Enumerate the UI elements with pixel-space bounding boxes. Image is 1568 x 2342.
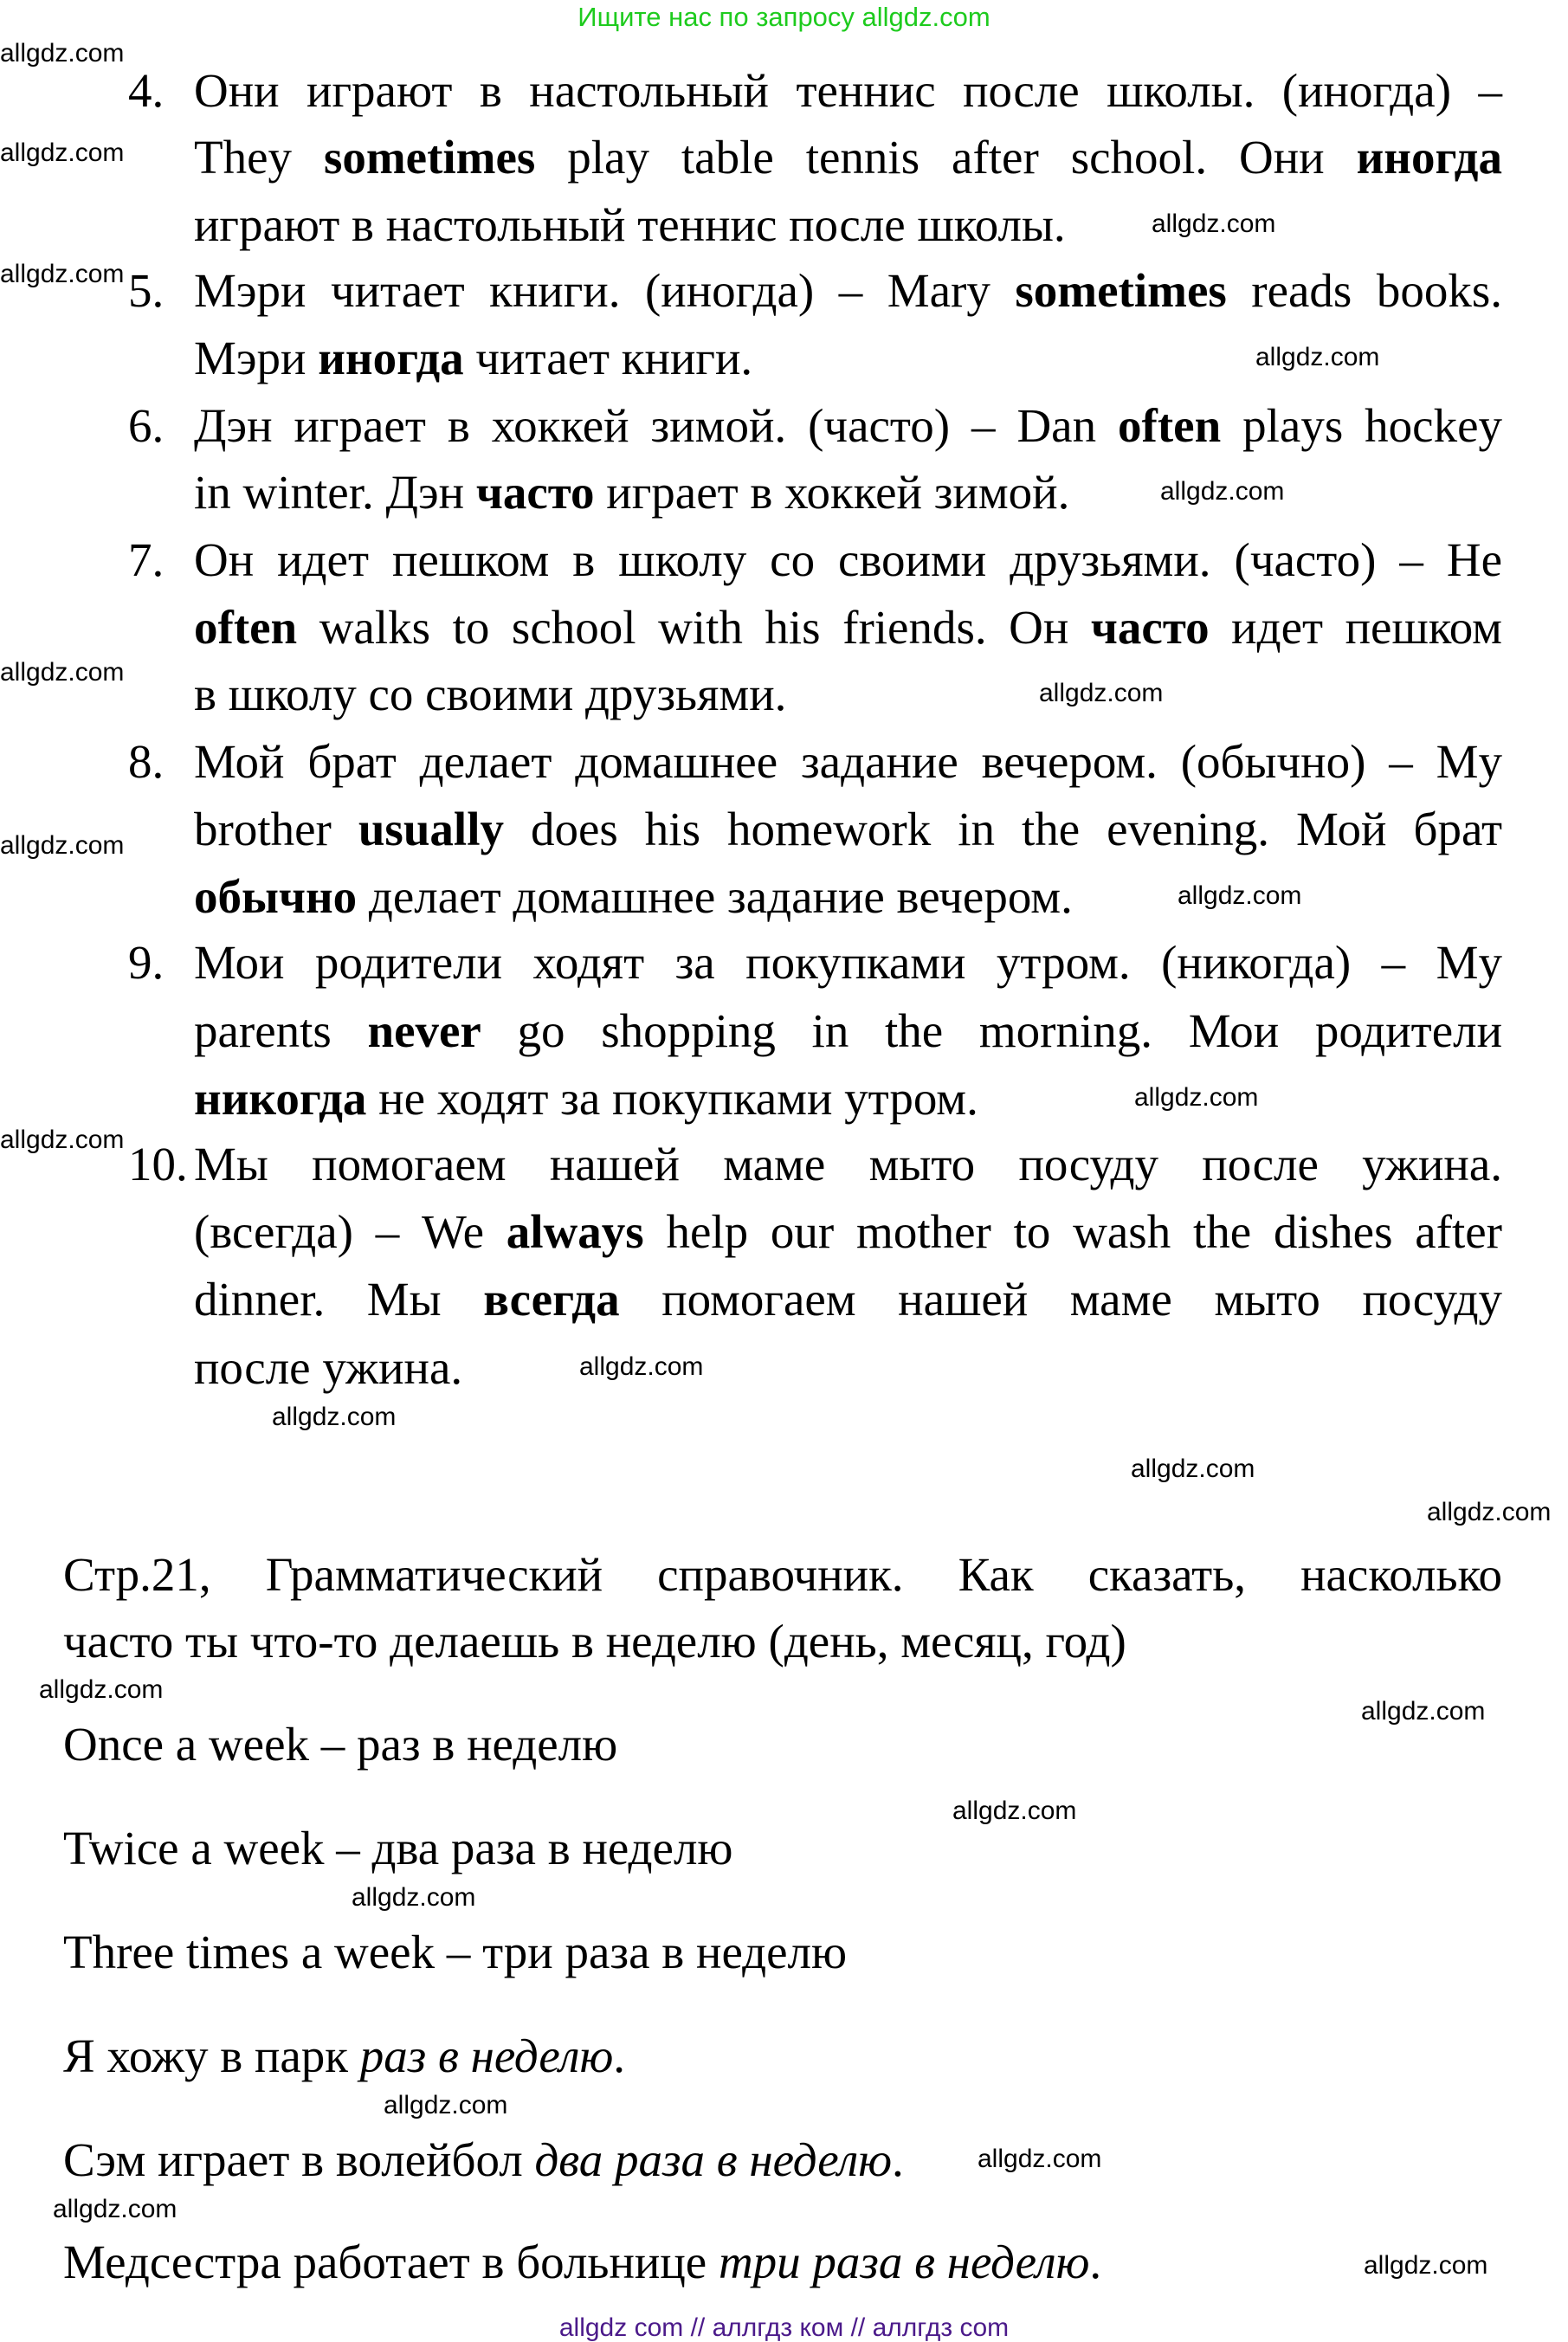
watermark-text: allgdz.com (1255, 343, 1380, 371)
text-run: Они играют в настольный теннис после школы. (иногда) – (194, 64, 1502, 117)
watermark-text: allgdz.com (0, 39, 125, 68)
text-run: Сэм играет в волейбол (63, 2133, 535, 2186)
text-run: Once a week – раз в неделю (63, 1718, 618, 1771)
text-run: помогаем нашей маме мыто посуду (619, 1273, 1502, 1326)
text-run: plays hockey (1221, 399, 1502, 452)
text-line (63, 1547, 1502, 1602)
watermark-text: allgdz.com (53, 2195, 177, 2223)
text-run: play table tennis after school. Они (535, 131, 1357, 184)
watermark-text: allgdz.com (0, 831, 125, 860)
text-line (63, 1717, 617, 1771)
text-line (194, 1204, 1502, 1259)
text-run: после ужина. (194, 1341, 463, 1394)
list-number: 9. (128, 936, 165, 989)
text-run: go shopping in the morning. Мои родители (481, 1004, 1502, 1057)
list-number: 7. (128, 533, 165, 586)
text-line (194, 734, 1502, 789)
bold-text: never (367, 1004, 481, 1057)
text-run: help our mother to wash the dishes after (643, 1205, 1502, 1258)
text-line (194, 1340, 462, 1395)
text-line (194, 331, 752, 385)
text-run: идет пешком (1209, 601, 1502, 654)
watermark-text: allgdz.com (1364, 2251, 1488, 2280)
text-line (63, 2132, 904, 2187)
bold-text: иногда (318, 332, 464, 384)
watermark-text: allgdz.com (384, 2091, 508, 2119)
watermark-text: allgdz.com (1160, 477, 1285, 506)
text-line (63, 1821, 733, 1875)
bold-text: sometimes (323, 131, 536, 184)
text-run: (всегда) – We (194, 1205, 507, 1258)
text-line (194, 1003, 1502, 1058)
watermark-text: allgdz.com (0, 260, 125, 288)
watermark-text: allgdz.com (272, 1403, 397, 1431)
text-run: They (194, 131, 324, 184)
watermark-text: allgdz.com (0, 139, 125, 167)
text-run: in winter. Дэн (194, 466, 476, 519)
bold-text: often (194, 601, 298, 654)
list-number: 6. (128, 399, 165, 452)
text-line (194, 869, 1073, 924)
watermark-text: allgdz.com (0, 658, 125, 687)
text-run: Медсестра работает в больнице (63, 2236, 719, 2288)
watermark-text: allgdz.com (1427, 1498, 1552, 1526)
text-run: Он идет пешком в школу со своими друзьями. (часто) – He (194, 533, 1502, 586)
list-number: 5. (128, 264, 165, 317)
text-line (63, 2029, 625, 2083)
text-run: . (1089, 2236, 1102, 2288)
text-run: walks to school with his friends. Он (297, 601, 1091, 654)
bold-text: часто (475, 466, 595, 519)
text-line (194, 197, 1066, 252)
watermark-text: allgdz.com (579, 1352, 704, 1381)
watermark-text: allgdz.com (1134, 1083, 1259, 1112)
search-banner[interactable]: Ищите нас по запросу allgdz.com (578, 2, 990, 32)
text-run: reads books. (1226, 264, 1503, 317)
text-run: Мой брат делает домашнее задание вечером. (обычно) – My (194, 735, 1502, 788)
text-run: . (892, 2133, 904, 2186)
italic-text: два раза в неделю (534, 2133, 892, 2186)
watermark-text: allgdz.com (1361, 1697, 1486, 1726)
text-run: Twice a week – два раза в неделю (63, 1822, 733, 1874)
bold-text: никогда (194, 1072, 367, 1125)
text-run: читает книги. (463, 332, 753, 384)
text-run: Мэри (194, 332, 319, 384)
text-run: Мэри читает книги. (иногда) – Mary (194, 264, 1016, 317)
text-run: does his homework in the evening. Мой брат (503, 803, 1502, 855)
text-run: Дэн играет в хоккей зимой. (часто) – Dan (194, 399, 1119, 452)
text-run: brother (194, 803, 358, 855)
watermark-text: allgdz.com (1039, 679, 1164, 707)
watermark-text: allgdz.com (1178, 881, 1302, 910)
watermark-text: allgdz.com (39, 1675, 164, 1704)
watermark-text: allgdz.com (1152, 210, 1276, 238)
text-line (194, 465, 1069, 519)
text-run: dinner. Мы (194, 1273, 484, 1326)
text-run: делает домашнее задание вечером. (357, 870, 1073, 923)
watermark-text: allgdz.com (0, 1126, 125, 1154)
text-run: Мы помогаем нашей маме мыто посуду после ужина. (194, 1138, 1502, 1190)
bold-text: часто (1090, 601, 1210, 654)
bold-text: always (506, 1205, 644, 1258)
list-number: 8. (128, 735, 165, 788)
text-line (194, 1137, 1502, 1191)
text-line (63, 1614, 1126, 1668)
text-line (63, 1925, 847, 1979)
text-line (194, 263, 1502, 318)
text-run: Я хожу в парк (63, 2029, 360, 2082)
bold-text: всегда (483, 1273, 620, 1326)
text-run: Three times a week – три раза в неделю (63, 1926, 848, 1978)
watermark-text: allgdz.com (978, 2145, 1102, 2173)
text-run: играют в настольный теннис после школы. (194, 198, 1066, 251)
bold-text: usually (358, 803, 504, 855)
text-line (194, 802, 1502, 856)
text-run: parents (194, 1004, 368, 1057)
list-number: 4. (128, 64, 165, 117)
italic-text: три раза в неделю (718, 2236, 1090, 2288)
text-run: Стр.21, Грамматический справочник. Как сказать, насколько (63, 1548, 1502, 1601)
text-run: в школу со своими друзьями. (194, 668, 787, 720)
text-line (194, 667, 786, 721)
text-line (194, 398, 1502, 453)
list-number: 10. (128, 1138, 188, 1190)
bold-text: иногда (1356, 131, 1502, 184)
text-line (194, 130, 1502, 184)
footer-watermark: allgdz com // аллгдз ком // аллгдз com (558, 2313, 1010, 2342)
watermark-text: allgdz.com (352, 1883, 476, 1912)
bold-text: обычно (194, 870, 358, 923)
text-run: не ходят за покупками утром. (366, 1072, 978, 1125)
text-line (194, 935, 1502, 990)
watermark-text: allgdz.com (952, 1797, 1077, 1825)
text-line (194, 532, 1502, 587)
text-run: часто ты что-то делаешь в неделю (день, месяц, год) (63, 1615, 1126, 1668)
text-line (63, 2235, 1101, 2289)
italic-text: раз в неделю (359, 2029, 614, 2082)
text-run: играет в хоккей зимой. (594, 466, 1070, 519)
bold-text: often (1118, 399, 1222, 452)
bold-text: sometimes (1015, 264, 1227, 317)
text-run: . (613, 2029, 625, 2082)
text-line (194, 1071, 978, 1126)
watermark-text: allgdz.com (1131, 1455, 1255, 1483)
text-line (194, 1272, 1502, 1326)
text-line (194, 600, 1502, 655)
text-line (194, 63, 1502, 118)
text-run: Мои родители ходят за покупками утром. (никогда) – My (194, 936, 1502, 989)
